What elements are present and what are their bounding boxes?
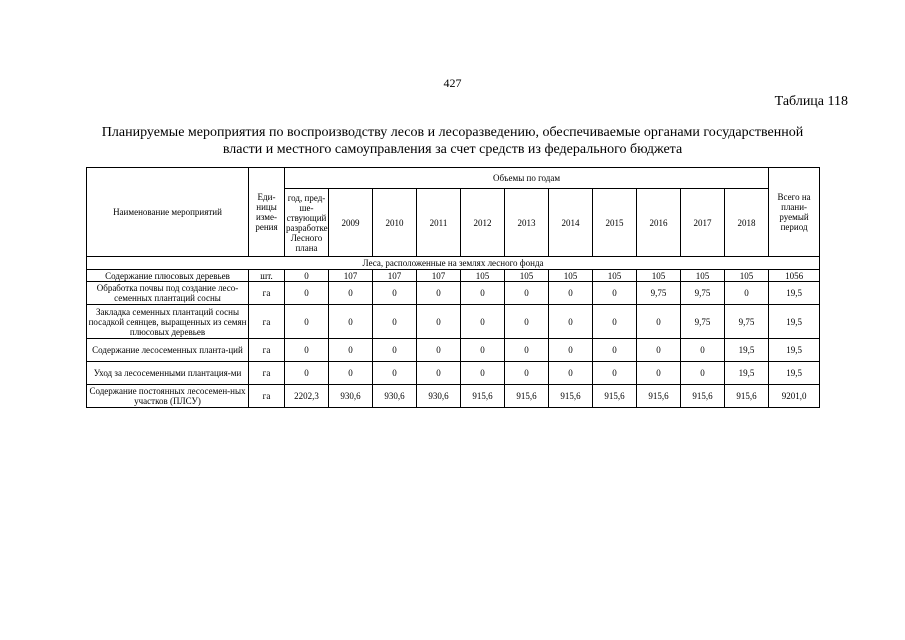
row-total: 1056 [769,270,820,282]
table-row [87,282,820,305]
row-year-value: 0 [505,339,549,362]
table-row [87,305,820,339]
table-label: Таблица 118 [774,94,848,109]
row-year-value: 915,6 [461,385,505,408]
row-unit: га [249,305,285,339]
header-year-2018: 2018 [725,189,769,257]
row-name: Содержание постоянных лесосемен-ных участков (ПЛСУ) [87,385,249,408]
row-year-value: 0 [637,362,681,385]
document-title [60,124,845,158]
row-year-value: 0 [373,282,417,305]
row-year-value: 0 [681,339,725,362]
row-year-value: 0 [417,305,461,339]
header-year-2016: 2016 [637,189,681,257]
row-year-value: 915,6 [725,385,769,408]
row-year-value: 0 [461,339,505,362]
row-year-value: 0 [593,305,637,339]
row-unit: га [249,339,285,362]
row-prev-year-value: 0 [285,362,329,385]
row-year-value: 915,6 [505,385,549,408]
row-year-value: 0 [329,339,373,362]
table-row [87,270,820,282]
row-prev-year-value: 0 [285,339,329,362]
row-unit: га [249,362,285,385]
row-year-value: 0 [329,362,373,385]
row-unit: шт. [249,270,285,282]
row-year-value: 930,6 [329,385,373,408]
header-unit-column: Еди-ницы изме-рения [249,168,285,257]
row-year-value: 0 [329,282,373,305]
row-name: Содержание плюсовых деревьев [87,270,249,282]
row-year-value: 107 [417,270,461,282]
row-year-value: 0 [329,305,373,339]
header-year-2011: 2011 [417,189,461,257]
measures-table [86,167,820,408]
row-year-value: 915,6 [637,385,681,408]
row-year-value: 9,75 [637,282,681,305]
row-year-value: 0 [461,305,505,339]
header-year-2017: 2017 [681,189,725,257]
row-year-value: 9,75 [725,305,769,339]
row-total: 19,5 [769,282,820,305]
row-total: 19,5 [769,339,820,362]
row-year-value: 105 [549,270,593,282]
row-year-value: 0 [505,305,549,339]
row-name: Содержание лесосеменных планта-ций [87,339,249,362]
row-year-value: 0 [417,339,461,362]
row-year-value: 0 [549,362,593,385]
row-name: Обработка почвы под создание лесо-семенных плантаций сосны [87,282,249,305]
row-total: 9201,0 [769,385,820,408]
row-year-value: 105 [505,270,549,282]
row-year-value: 0 [417,282,461,305]
title-line-2: власти и местного самоуправления за счет средств из федерального бюджета [222,142,683,157]
row-year-value: 0 [461,362,505,385]
row-prev-year-value: 0 [285,305,329,339]
page-number: 427 [443,76,462,90]
row-year-value: 9,75 [681,305,725,339]
row-total: 19,5 [769,305,820,339]
row-year-value: 105 [461,270,505,282]
row-year-value: 0 [505,362,549,385]
row-year-value: 0 [461,282,505,305]
row-year-value: 105 [725,270,769,282]
row-prev-year-value: 0 [285,270,329,282]
row-year-value: 0 [593,339,637,362]
header-year-2015: 2015 [593,189,637,257]
table-row [87,385,820,408]
row-unit: га [249,385,285,408]
header-prev-year-column: год, пред-ше-ствующий разработке Лесного плана [285,189,329,257]
section-header: Леса, расположенные на землях лесного фонда [87,257,820,270]
row-year-value: 0 [637,339,681,362]
header-year-2012: 2012 [461,189,505,257]
header-volumes-by-year: Объемы по годам [285,168,769,189]
row-year-value: 107 [329,270,373,282]
row-year-value: 105 [593,270,637,282]
row-year-value: 0 [725,282,769,305]
row-year-value: 0 [373,305,417,339]
row-year-value: 19,5 [725,339,769,362]
row-year-value: 105 [637,270,681,282]
row-year-value: 107 [373,270,417,282]
row-name: Уход за лесосеменными плантация-ми [87,362,249,385]
row-year-value: 0 [549,339,593,362]
row-year-value: 0 [681,362,725,385]
row-year-value: 0 [593,362,637,385]
row-prev-year-value: 2202,3 [285,385,329,408]
row-year-value: 0 [417,362,461,385]
title-line-1: Планируемые мероприятия по воспроизводству лесов и лесоразведению, обеспечиваемые органами государственной [101,125,804,140]
row-year-value: 0 [373,362,417,385]
header-year-2013: 2013 [505,189,549,257]
row-year-value: 915,6 [593,385,637,408]
row-year-value: 915,6 [549,385,593,408]
row-name: Закладка семенных плантаций сосны посадкой сеянцев, выращенных из семян плюсовых деревьев [87,305,249,339]
row-prev-year-value: 0 [285,282,329,305]
row-year-value: 930,6 [373,385,417,408]
table-row [87,339,820,362]
row-year-value: 0 [549,282,593,305]
row-year-value: 19,5 [725,362,769,385]
row-year-value: 9,75 [681,282,725,305]
row-year-value: 105 [681,270,725,282]
row-year-value: 930,6 [417,385,461,408]
header-name-column: Наименование мероприятий [87,168,249,257]
row-year-value: 0 [373,339,417,362]
header-total-column: Всего на плани-руемый период [769,168,820,257]
row-unit: га [249,282,285,305]
header-year-2010: 2010 [373,189,417,257]
row-year-value: 0 [593,282,637,305]
row-year-value: 0 [505,282,549,305]
table-row [87,362,820,385]
row-year-value: 0 [637,305,681,339]
row-total: 19,5 [769,362,820,385]
header-year-2014: 2014 [549,189,593,257]
header-year-2009: 2009 [329,189,373,257]
row-year-value: 0 [549,305,593,339]
row-year-value: 915,6 [681,385,725,408]
